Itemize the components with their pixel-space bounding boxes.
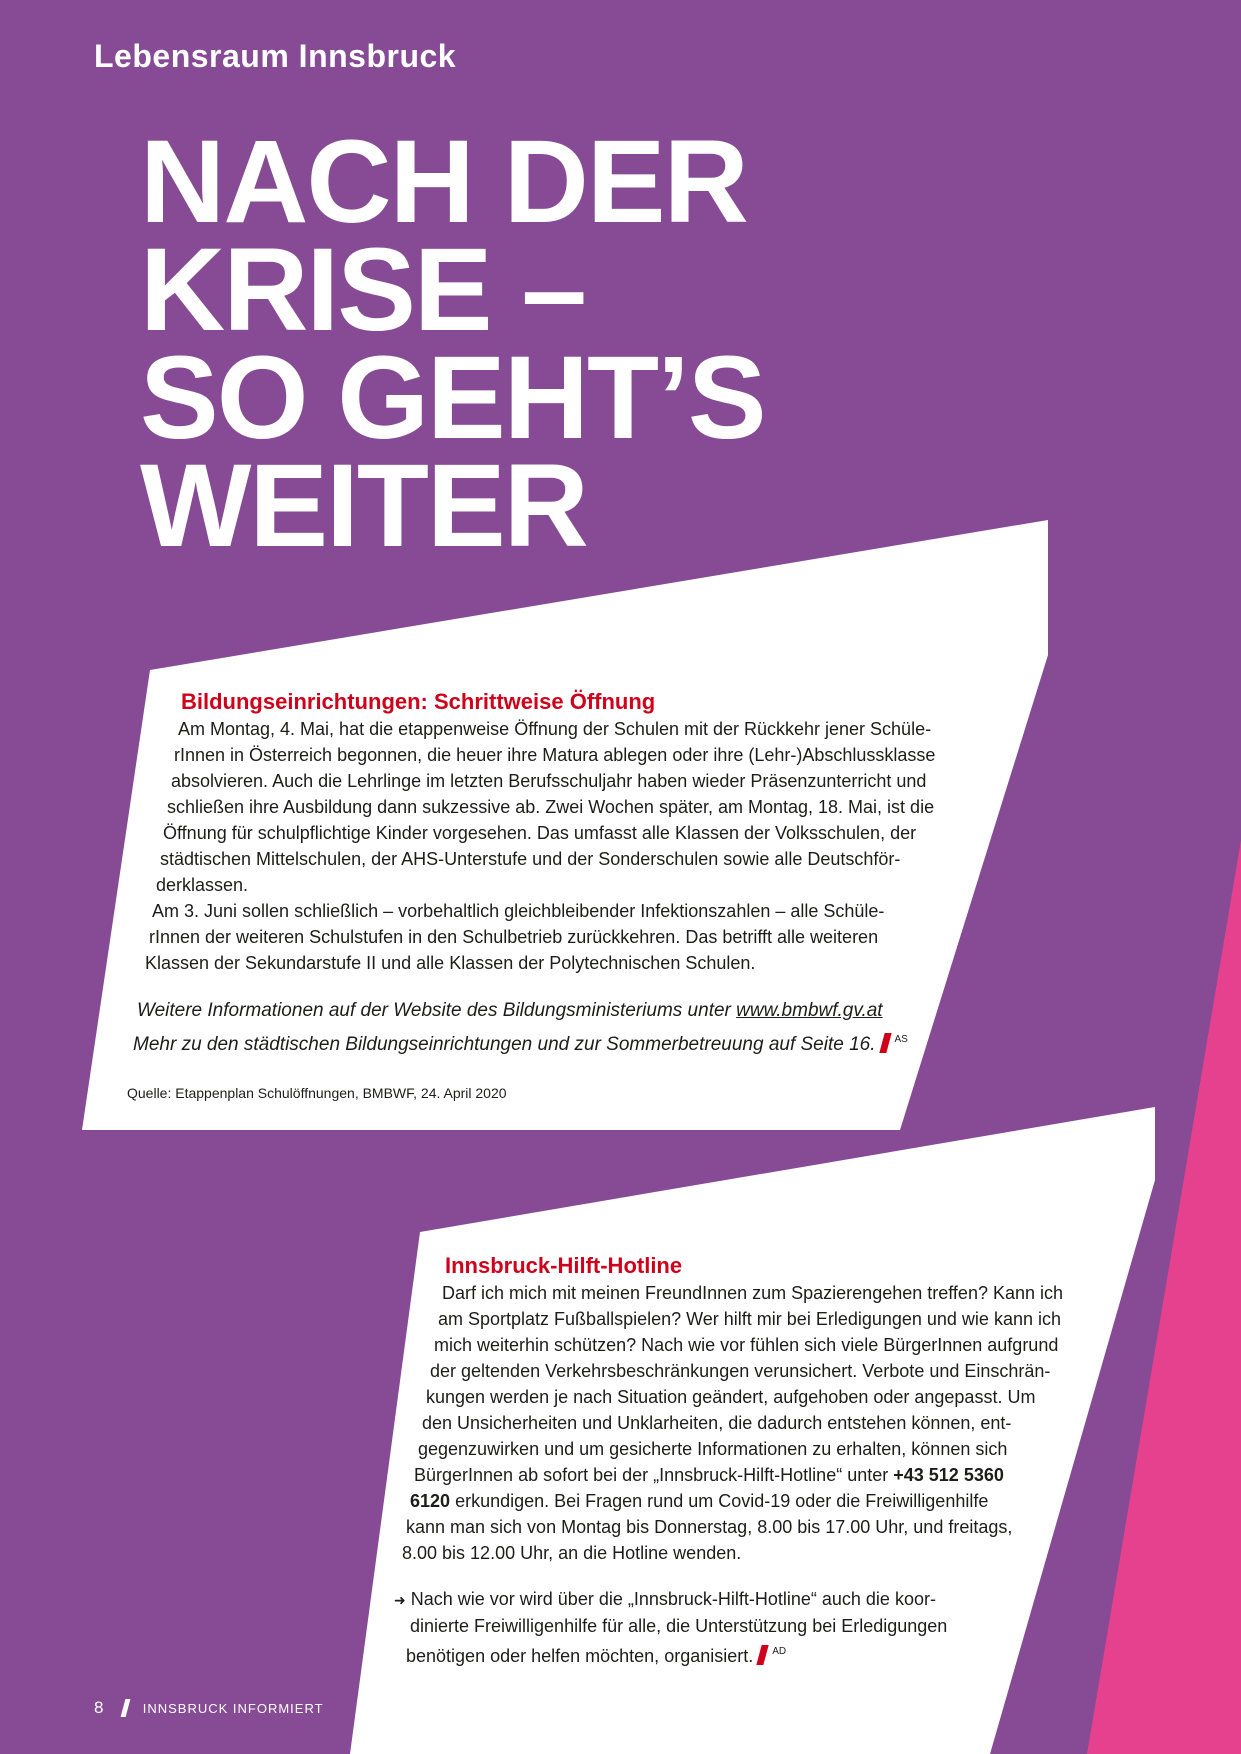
info-line <box>133 1025 1000 1059</box>
note-text: Nach wie vor wird über die „Innsbruck-Hilft-Hotline“ auch die koor- <box>410 1589 936 1609</box>
article-line: Öffnung für schulpflichtige Kinder vorgesehen. Das umfasst alle Klassen der Volksschulen, der <box>163 823 917 843</box>
article-line: Klassen der Sekundarstufe II und alle Klassen der Polytechnischen Schulen. <box>145 953 756 973</box>
article-line: mich weiterhin schützen? Nach wie vor fühlen sich viele BürgerInnen aufgrund <box>434 1335 1059 1355</box>
article-line: kungen werden je nach Situation geändert, aufgehoben oder angepasst. Um <box>426 1387 1036 1407</box>
hotline-article <box>0 1252 1100 1669</box>
arrow-icon: ➜ <box>394 1592 406 1608</box>
headline-line: KRISE – <box>140 224 586 356</box>
article-line <box>410 1488 1100 1514</box>
article-line: rInnen der weiteren Schulstufen in den Schulbetrieb zurückkehren. Das betrifft alle weiteren <box>149 927 879 947</box>
article-line: Am Montag, 4. Mai, hat die etappenweise Öffnung der Schulen mit der Rückkehr jener Schüle- <box>178 719 932 739</box>
ministry-link[interactable]: www.bmbwf.gv.at <box>736 1000 883 1021</box>
note-text: benötigen oder helfen möchten, organisiert. <box>406 1646 754 1666</box>
info-text: Weitere Informationen auf der Website des Bildungsministeriums unter <box>137 1000 731 1021</box>
article-line: rInnen in Österreich begonnen, die heuer ihre Matura ablegen oder ihre (Lehr-)Abschlussklasse <box>174 745 936 765</box>
slash-mark-icon <box>757 1645 769 1665</box>
article-line: der geltenden Verkehrsbeschränkungen verunsichert. Verbote und Einschrän- <box>430 1361 1051 1381</box>
author-initials: AD <box>772 1646 787 1657</box>
article-line: Am 3. Juni sollen schließlich – vorbehaltlich gleichbleibender Infektionszahlen – alle Schüle- <box>152 901 885 921</box>
article-line: absolvieren. Auch die Lehrlinge im letzten Berufsschuljahr haben wieder Präsenzunterricht und <box>171 771 927 791</box>
info-text: Mehr zu den städtischen Bildungseinrichtungen und zur Sommerbetreuung auf Seite 16. <box>133 1034 876 1055</box>
hotline-phone: +43 512 5360 <box>893 1465 1004 1485</box>
headline-line: SO GEHT’S <box>140 332 765 464</box>
hotline-title: Innsbruck-Hilft-Hotline <box>445 1253 683 1278</box>
section-label: Lebensraum Innsbruck <box>94 38 457 74</box>
headline <box>140 116 765 572</box>
article-line <box>414 1462 1100 1488</box>
education-article <box>0 688 1000 1059</box>
note-line <box>394 1586 1100 1613</box>
slash-mark-icon <box>879 1033 891 1053</box>
phone-line-text: erkundigen. Bei Fragen rund um Covid-19 oder die Freiwilligenhilfe <box>455 1491 989 1511</box>
author-initials: AS <box>894 1034 908 1045</box>
page-number: 8 <box>94 1698 105 1717</box>
article-line: kann man sich von Montag bis Donnerstag, 8.00 bis 17.00 Uhr, und freitags, <box>406 1517 1013 1537</box>
note-line: dinierte Freiwilligenhilfe für alle, die Unterstützung bei Erledigungen <box>410 1616 948 1636</box>
publication-name: INNSBRUCK INFORMIERT <box>142 1701 324 1716</box>
article-line: städtischen Mittelschulen, der AHS-Unterstufe und der Sonderschulen sowie alle Deutschför- <box>160 849 901 869</box>
headline-line: WEITER <box>140 440 587 572</box>
education-title: Bildungseinrichtungen: Schrittweise Öffnung <box>181 689 656 714</box>
note-line <box>406 1639 1100 1669</box>
article-line: Darf ich mich mit meinen FreundInnen zum Spazierengehen treffen? Kann ich <box>442 1283 1064 1303</box>
source-note: Quelle: Etappenplan Schulöffnungen, BMBWF, 24. April 2020 <box>127 1085 507 1101</box>
hotline-phone-end: 6120 <box>410 1491 451 1511</box>
footer-slash-icon <box>121 1699 131 1717</box>
page-footer <box>94 1698 324 1718</box>
article-line: 8.00 bis 12.00 Uhr, an die Hotline wenden. <box>402 1543 742 1563</box>
article-line: gegenzuwirken und um gesicherte Informationen zu erhalten, können sich <box>418 1439 1008 1459</box>
article-line: derklassen. <box>156 875 249 895</box>
article-line: am Sportplatz Fußballspielen? Wer hilft mir bei Erledigungen und wie kann ich <box>438 1309 1061 1329</box>
phone-line-text: BürgerInnen ab sofort bei der „Innsbruck-Hilft-Hotline“ unter <box>414 1465 889 1485</box>
info-line <box>137 996 1000 1025</box>
headline-line: NACH DER <box>140 116 747 248</box>
article-line: den Unsicherheiten und Unklarheiten, die dadurch entstehen können, ent- <box>422 1413 1012 1433</box>
article-line: schließen ihre Ausbildung dann sukzessive ab. Zwei Wochen später, am Montag, 18. Mai, ist die <box>167 797 935 817</box>
